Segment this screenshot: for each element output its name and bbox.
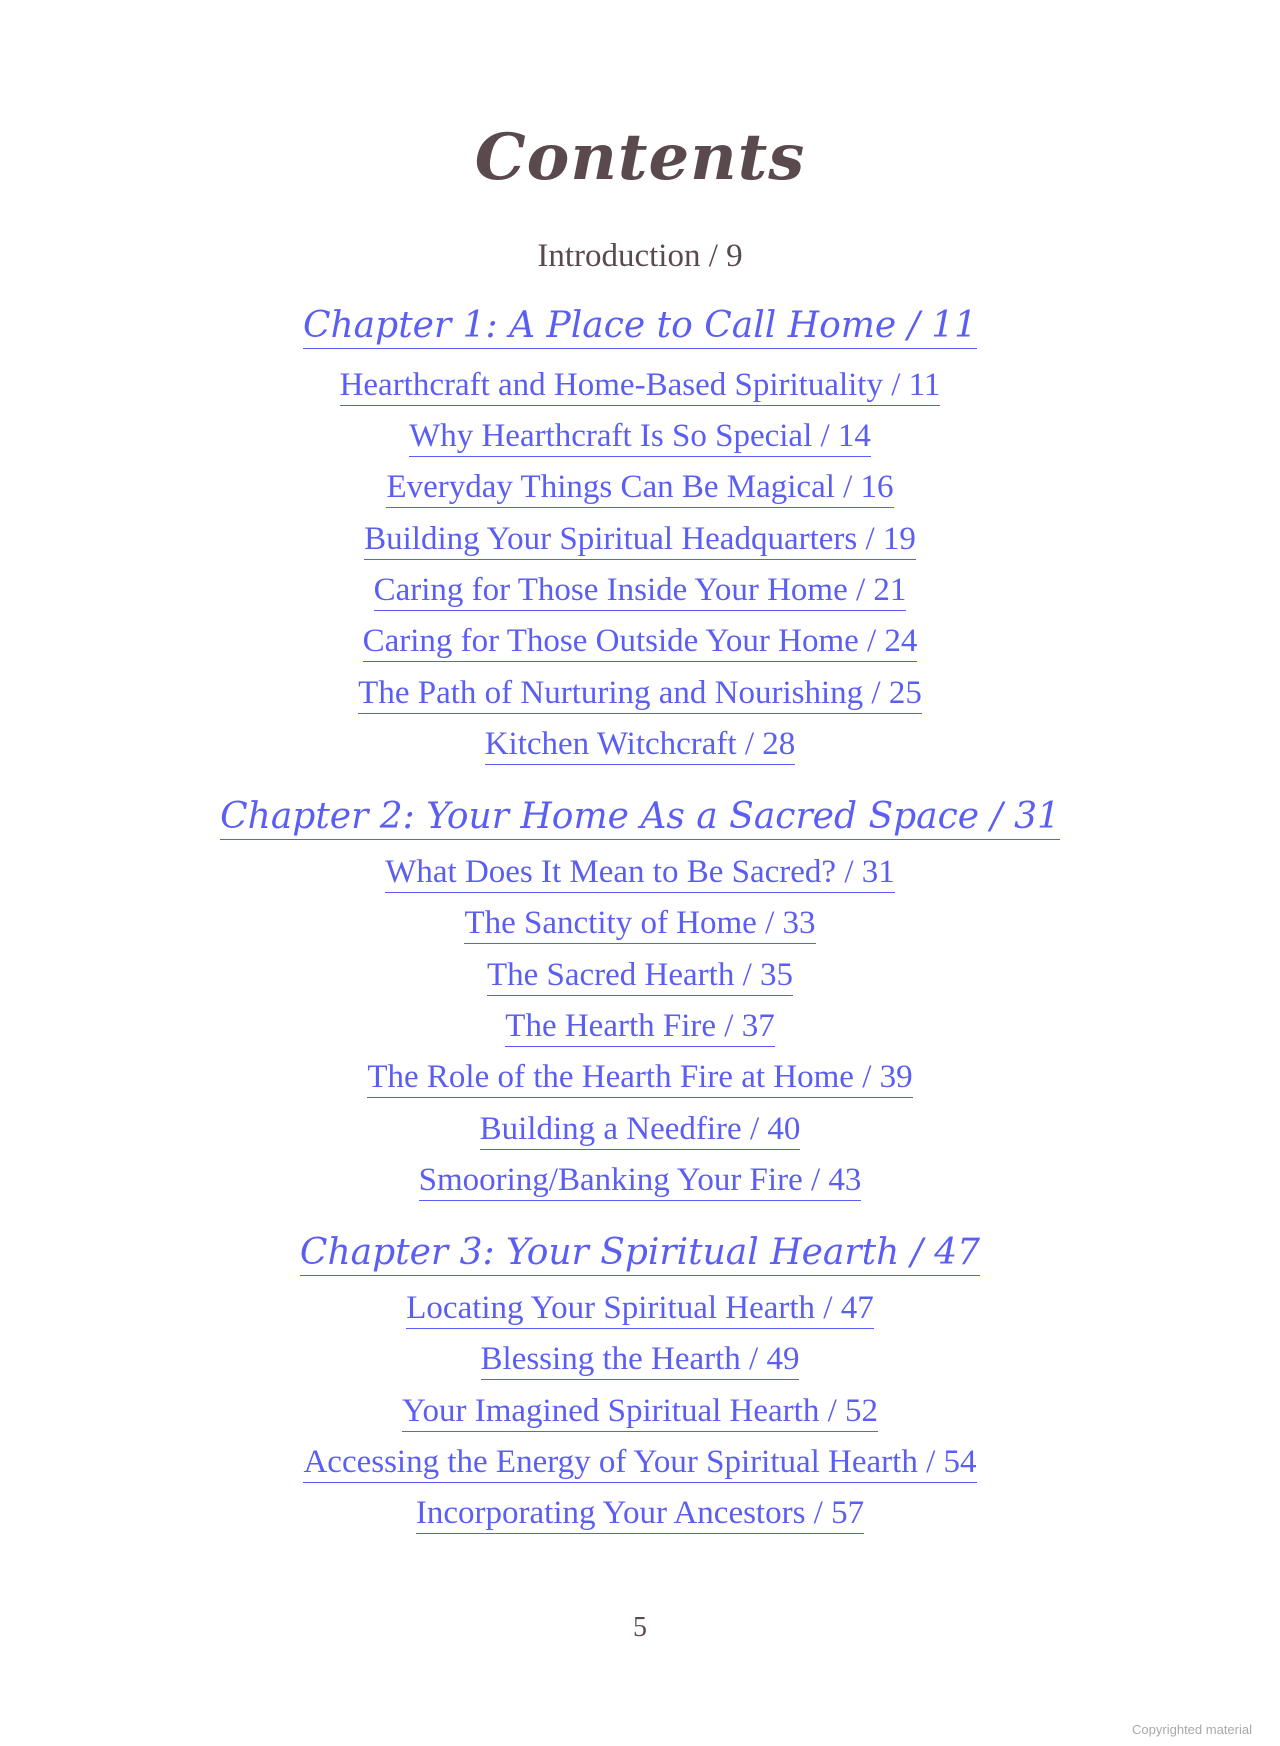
toc-entry [0,905,1280,942]
section-link[interactable]: Caring for Those Inside Your Home / 21 [374,572,907,611]
chapter-3-link[interactable]: Chapter 3: Your Spiritual Hearth / 47 [300,1232,980,1276]
toc-entry [0,1444,1280,1481]
section-link[interactable]: The Path of Nurturing and Nourishing / 25 [358,675,922,714]
section-link[interactable]: Locating Your Spiritual Hearth / 47 [406,1290,873,1329]
toc-entry [0,521,1280,558]
section-link[interactable]: Blessing the Hearth / 49 [481,1341,800,1380]
section-link[interactable]: Kitchen Witchcraft / 28 [485,726,796,765]
section-link[interactable]: Everyday Things Can Be Magical / 16 [386,469,893,508]
section-link[interactable]: Caring for Those Outside Your Home / 24 [363,623,918,662]
toc-entry [0,1341,1280,1378]
section-link[interactable]: The Hearth Fire / 37 [505,1008,774,1047]
section-link[interactable]: The Sanctity of Home / 33 [464,905,815,944]
toc-entry [0,1008,1280,1045]
toc-introduction: Introduction / 9 [537,238,743,274]
toc-entry [0,367,1280,404]
toc-entry [0,1290,1280,1327]
section-link[interactable]: Your Imagined Spiritual Hearth / 52 [402,1393,878,1432]
toc-chapter-1 [0,305,1280,346]
toc-entry [0,1162,1280,1199]
chapter-2-link[interactable]: Chapter 2: Your Home As a Sacred Space / 31 [220,796,1060,840]
section-link[interactable]: Building Your Spiritual Headquarters / 19 [364,521,916,560]
section-link[interactable]: Accessing the Energy of Your Spiritual Hearth / 54 [303,1444,976,1483]
toc-entry [0,854,1280,891]
section-link[interactable]: Smooring/Banking Your Fire / 43 [419,1162,862,1201]
toc-chapter-2 [0,796,1280,837]
toc-entry [0,1059,1280,1096]
chapter-1-link[interactable]: Chapter 1: A Place to Call Home / 11 [303,305,977,349]
toc-entry [0,418,1280,455]
section-link[interactable]: The Sacred Hearth / 35 [487,957,793,996]
toc-entry [0,1495,1280,1532]
toc-entry [0,469,1280,506]
page-title: Contents [474,120,806,195]
toc-entry [0,957,1280,994]
section-link[interactable]: Building a Needfire / 40 [480,1111,801,1150]
toc-entry [0,572,1280,609]
section-link[interactable]: What Does It Mean to Be Sacred? / 31 [385,854,895,893]
page-number: 5 [633,1612,647,1643]
toc-entry [0,1393,1280,1430]
copyright-watermark: Copyrighted material [1132,1722,1252,1737]
toc-chapter-3 [0,1232,1280,1273]
toc-entry [0,1111,1280,1148]
toc-entry [0,623,1280,660]
section-link[interactable]: The Role of the Hearth Fire at Home / 39 [367,1059,912,1098]
toc-entry [0,726,1280,763]
section-link[interactable]: Hearthcraft and Home-Based Spirituality / 11 [340,367,941,406]
section-link[interactable]: Why Hearthcraft Is So Special / 14 [409,418,871,457]
toc-entry [0,675,1280,712]
section-link[interactable]: Incorporating Your Ancestors / 57 [416,1495,864,1534]
